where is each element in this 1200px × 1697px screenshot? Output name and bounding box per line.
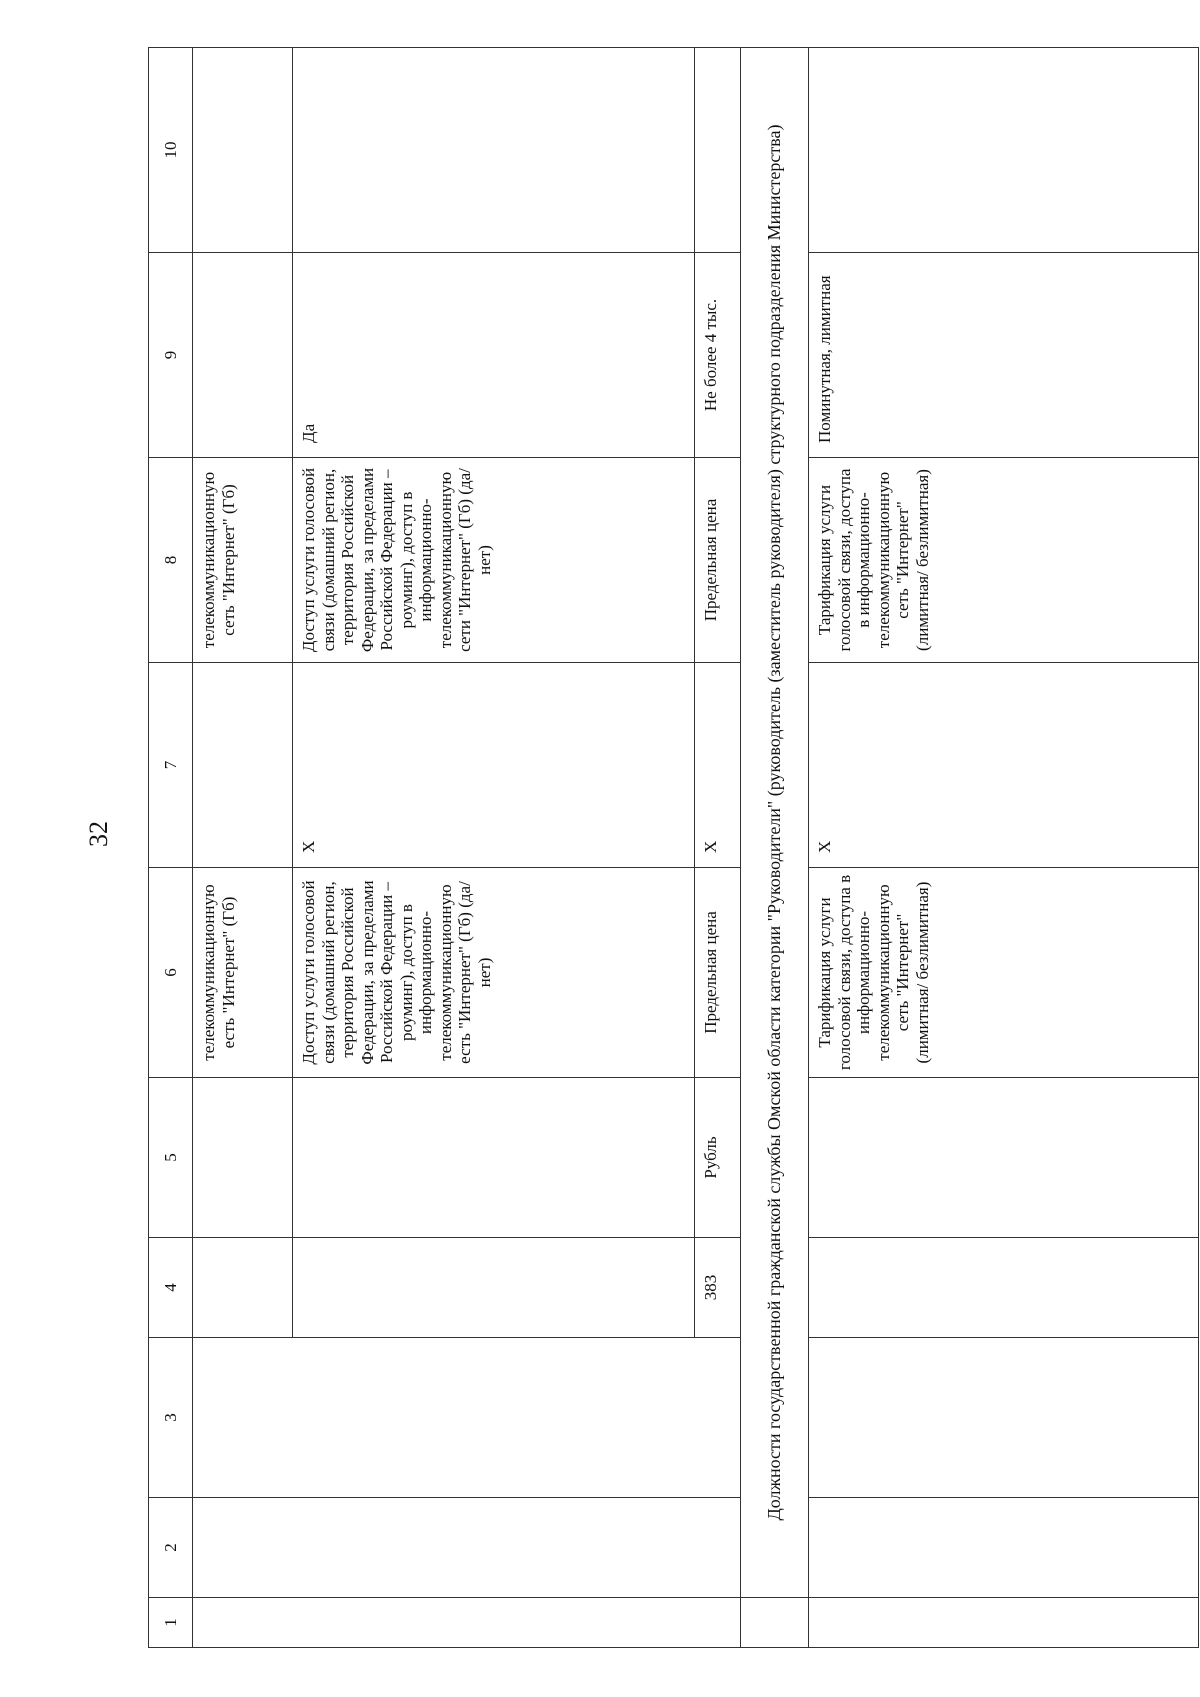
table-cell: Тарификация услуги голосовой связи, доступа в информационно-телекоммуникационную сеть "Интернет" (лимитная/ безлимитная) (809, 458, 1199, 663)
table-cell (293, 1238, 695, 1338)
header-cell-1: 1 (149, 1598, 193, 1648)
table-cell (193, 1238, 293, 1338)
table-cell: Доступ услуги голосовой связи (домашний регион, территория Российской Федерации, за пределами Российской Федерации – роуминг), доступ в информационно-телекоммуникационную есть "Интернет" (Гб) (да/нет) (293, 868, 695, 1078)
header-cell-6: 6 (149, 868, 193, 1078)
header-cell-3: 3 (149, 1338, 193, 1498)
table-cell: Поминутная, лимитная (809, 253, 1199, 458)
header-cell-7: 7 (149, 663, 193, 868)
table-cell (809, 1238, 1199, 1338)
table-cell: Х (809, 663, 1199, 868)
section-row (741, 48, 809, 1648)
table-cell (193, 1598, 741, 1648)
table-cell: Не более 4 тыс. (695, 253, 741, 458)
table-cell: телекоммуникационную есть "Интернет" (Гб) (193, 868, 293, 1078)
header-cell-4: 4 (149, 1238, 193, 1338)
header-cell-5: 5 (149, 1078, 193, 1238)
table-cell: Предельная цена (695, 868, 741, 1078)
header-cell-2: 2 (149, 1498, 193, 1598)
table-cell (809, 1498, 1199, 1598)
table-cell (293, 1078, 695, 1238)
table-cell (809, 1598, 1199, 1648)
header-cell-9: 9 (149, 253, 193, 458)
table-cell: Х (293, 663, 695, 868)
table-cell: Да (293, 253, 695, 458)
table-cell (741, 1598, 809, 1648)
data-table (148, 47, 1199, 1648)
table-cell (193, 1498, 741, 1598)
table-cell (193, 1338, 741, 1498)
section-title: Должности государственной гражданской службы Омской области категории "Руководители" (руководитель (заместитель руководителя) структурного подразделения Министерства) (741, 48, 809, 1598)
table-cell (809, 1338, 1199, 1498)
table-cell: телекоммуникационную сеть "Интернет" (Гб) (193, 458, 293, 663)
table-cell: Доступ услуги голосовой связи (домашний регион, территория Российской Федерации, за пределами Российской Федерации – роуминг), доступ в информационно-телекоммуникационную сети "Интернет" (Гб) (да/нет) (293, 458, 695, 663)
rotated-table-wrapper (148, 48, 1198, 1648)
table-cell: Тарификация услуги голосовой связи, доступа в информационно-телекоммуникационную сеть "Интернет" (лимитная/ безлимитная) (809, 868, 1199, 1078)
header-row (149, 48, 193, 1648)
table-cell (193, 48, 293, 253)
table-cell (809, 48, 1199, 253)
table-cell: Рубль (695, 1078, 741, 1238)
table-cell (809, 1078, 1199, 1238)
table-row (809, 48, 1199, 1648)
table-cell (293, 48, 695, 253)
table-cell: 383 (695, 1238, 741, 1338)
page-number: 32 (84, 821, 113, 847)
table-row (193, 48, 293, 1648)
table-cell: Х (695, 663, 741, 868)
header-cell-8: 8 (149, 458, 193, 663)
table-cell: Предельная цена (695, 458, 741, 663)
header-cell-10: 10 (149, 48, 193, 253)
table-cell (695, 48, 741, 253)
table-cell (193, 253, 293, 458)
table-cell (193, 663, 293, 868)
table-cell (193, 1078, 293, 1238)
